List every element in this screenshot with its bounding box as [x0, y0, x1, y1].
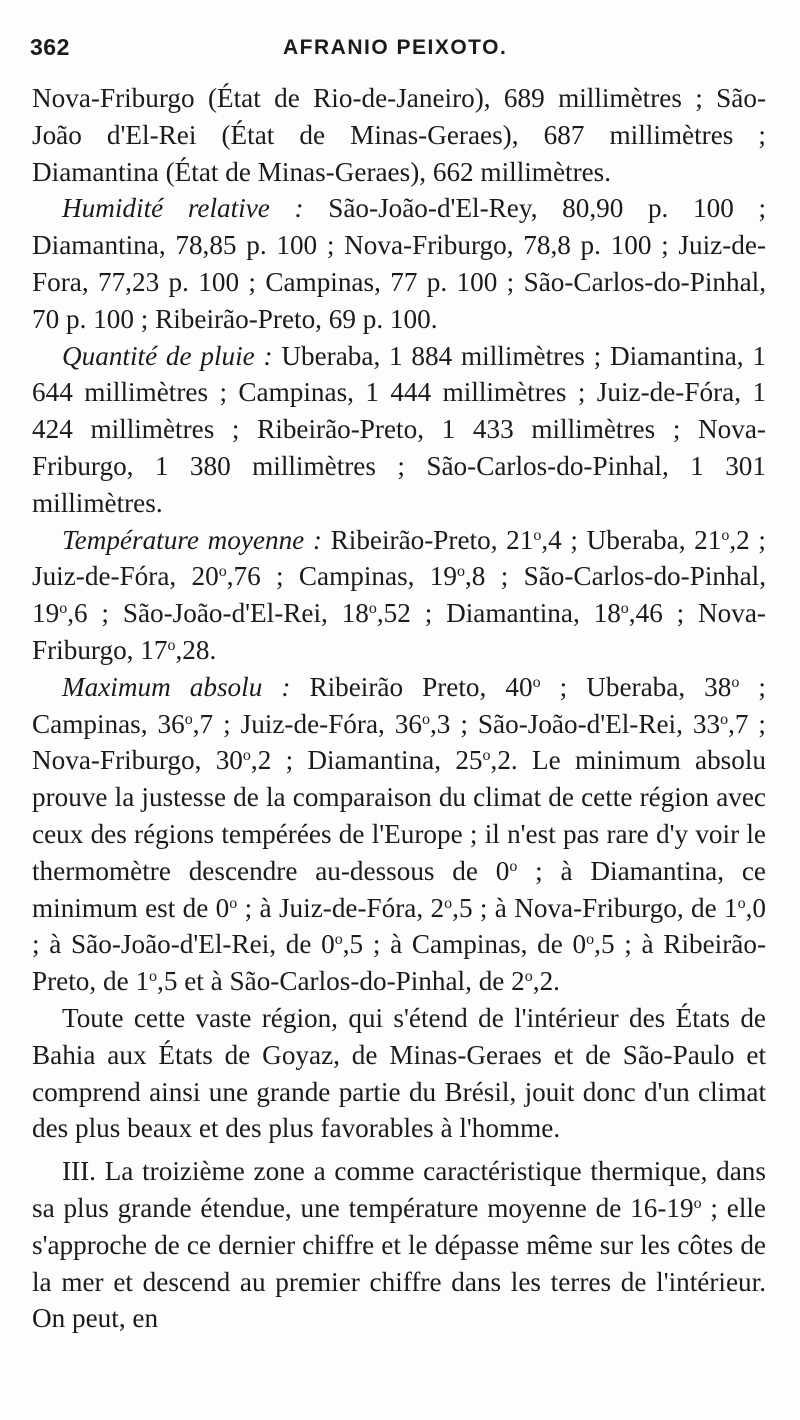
- text-run: ,2.: [532, 966, 560, 997]
- text-run: ,5 ; à Campinas, de 0: [342, 929, 587, 960]
- degree-mark: o: [509, 857, 518, 875]
- paragraph-text: Toute cette vaste région, qui s'étend de l'intérieur des États de Bahia aux États de Goyaz, de Minas-Geraes et de São-Paulo et comprend ainsi une grande partie du Brésil, jouit donc d'un climat des plus beaux et des plus favorables à l'homme.: [32, 1002, 766, 1144]
- text-run: ,2 ; Diamantina, 25: [250, 745, 483, 776]
- text-run: III. La troizième zone a comme caractéristique thermique, dans sa plus grande étendue, une température moyenne de 16-19: [32, 1156, 766, 1223]
- text-run: ; à Juiz-de-Fóra, 2: [237, 892, 445, 923]
- paragraph-text: Nova-Friburgo (État de Rio-de-Janeiro), 689 millimètres ; São-João d'El-Rei (État de Minas-Geraes), 687 millimètres ; Diamantina (État de Minas-Geraes), 662 millimètres.: [32, 83, 766, 187]
- text-run: ,28.: [175, 634, 217, 665]
- degree-mark: o: [149, 968, 158, 986]
- text-run: ,4 ; Uberaba, 21: [541, 524, 722, 555]
- degree-mark: o: [218, 563, 227, 581]
- section-label-humidity: Humidité relative :: [62, 193, 304, 224]
- degree-mark: o: [731, 673, 740, 691]
- section-label-maximum: Maximum absolu :: [62, 671, 291, 702]
- degree-mark: o: [693, 1194, 702, 1212]
- degree-mark: o: [524, 968, 533, 986]
- section-label-rain: Quantité de pluie :: [62, 340, 273, 371]
- text-run: ,52 ; Diamantina, 18: [376, 598, 621, 629]
- text-run: ,5 ; à Ribeirão-Preto, de 1: [32, 929, 766, 997]
- paragraph-rainfall-continued: [32, 80, 766, 190]
- page-header: [30, 34, 770, 74]
- text-run: ; elle s'approche de ce dernier chiffre et le dépasse même sur les côtes de la mer et descend au premier chiffre dans les terres de l'intérieur. On peut, en: [32, 1192, 766, 1334]
- paragraph-rain-quantity: [32, 338, 766, 522]
- paragraph-text: Uberaba, 1 884 millimètres ; Diamantina, 1 644 millimètres ; Campinas, 1 444 millimètres ; Juiz-de-Fóra, 1 424 millimètres ; Ribeirão-Preto, 1 433 millimètres ; Nova-Friburgo, 1 380 millimètres ; São-Carlos-do-Pinhal, 1 301 millimètres.: [32, 340, 766, 518]
- paragraph-absolute-maximum: [32, 669, 766, 1000]
- degree-mark: o: [242, 747, 251, 765]
- paragraph-mean-temperature: [32, 522, 766, 669]
- degree-mark: o: [229, 894, 238, 912]
- degree-mark: o: [184, 710, 193, 728]
- text-run: ; Campinas, 36: [32, 671, 766, 739]
- text-run: ,46 ; Nova-Friburgo, 17: [32, 598, 766, 665]
- degree-mark: o: [456, 563, 465, 581]
- text-run: Ribeirão Preto, 40: [290, 671, 533, 702]
- text-run: ,5 et à São-Carlos-do-Pinhal, de 2: [157, 966, 525, 997]
- degree-mark: o: [167, 636, 176, 654]
- degree-mark: o: [59, 600, 68, 618]
- page-body: [32, 80, 766, 1337]
- text-run: ,7 ; Nova-Friburgo, 30: [32, 708, 766, 776]
- degree-mark: o: [620, 600, 629, 618]
- paragraph-relative-humidity: [32, 190, 766, 337]
- section-label-temperature: Température moyenne :: [62, 524, 322, 555]
- text-run: ,7 ; Juiz-de-Fóra, 36: [192, 708, 422, 739]
- degree-mark: o: [334, 931, 343, 949]
- running-head: AFRANIO PEIXOTO.: [283, 36, 508, 59]
- text-run: ,2. Le minimum absolu prouve la justesse de la comparaison du climat de cette région avec ceux des régions tempérées de l'Europe ; il n'est pas rare d'y voir le thermomètre descendre au-dessous de 0: [32, 745, 766, 886]
- paragraph-region-summary: [32, 1000, 766, 1147]
- degree-mark: o: [737, 894, 746, 912]
- text-run: ,8 ; São-Carlos-do-Pinhal, 19: [32, 561, 766, 629]
- text-run: Ribeirão-Preto, 21: [321, 524, 534, 555]
- degree-mark: o: [721, 526, 730, 544]
- text-run: ,3 ; São-João-d'El-Rei, 33: [430, 708, 721, 739]
- degree-mark: o: [444, 894, 453, 912]
- degree-mark: o: [586, 931, 595, 949]
- text-run: ,2 ; Juiz-de-Fóra, 20: [32, 524, 766, 592]
- degree-mark: o: [482, 747, 491, 765]
- text-run: ,76 ; Campinas, 19: [226, 561, 457, 592]
- text-run: ,6 ; São-João-d'El-Rei, 18: [67, 598, 369, 629]
- text-run: ,0 ; à São-João-d'El-Rei, de 0: [32, 892, 766, 960]
- text-run: ; à Diamantina, ce minimum est de 0: [32, 855, 766, 923]
- text-run: ; Uberaba, 38: [540, 671, 732, 702]
- paragraph-text: São-João-d'El-Rey, 80,90 p. 100 ; Diamantina, 78,85 p. 100 ; Nova-Friburgo, 78,8 p. 100 ; Juiz-de-Fora, 77,23 p. 100 ; Campinas, 77 p. 100 ; São-Carlos-do-Pinhal, 70 p. 100 ; Ribeirão-Preto, 69 p. 100.: [32, 193, 767, 334]
- degree-mark: o: [720, 710, 729, 728]
- paragraph-third-zone: [32, 1153, 766, 1337]
- degree-mark: o: [422, 710, 430, 728]
- page-number: 362: [30, 34, 70, 60]
- degree-mark: o: [533, 526, 542, 544]
- degree-mark: o: [532, 673, 541, 691]
- text-run: ,5 ; à Nova-Friburgo, de 1: [452, 892, 738, 923]
- degree-mark: o: [368, 600, 377, 618]
